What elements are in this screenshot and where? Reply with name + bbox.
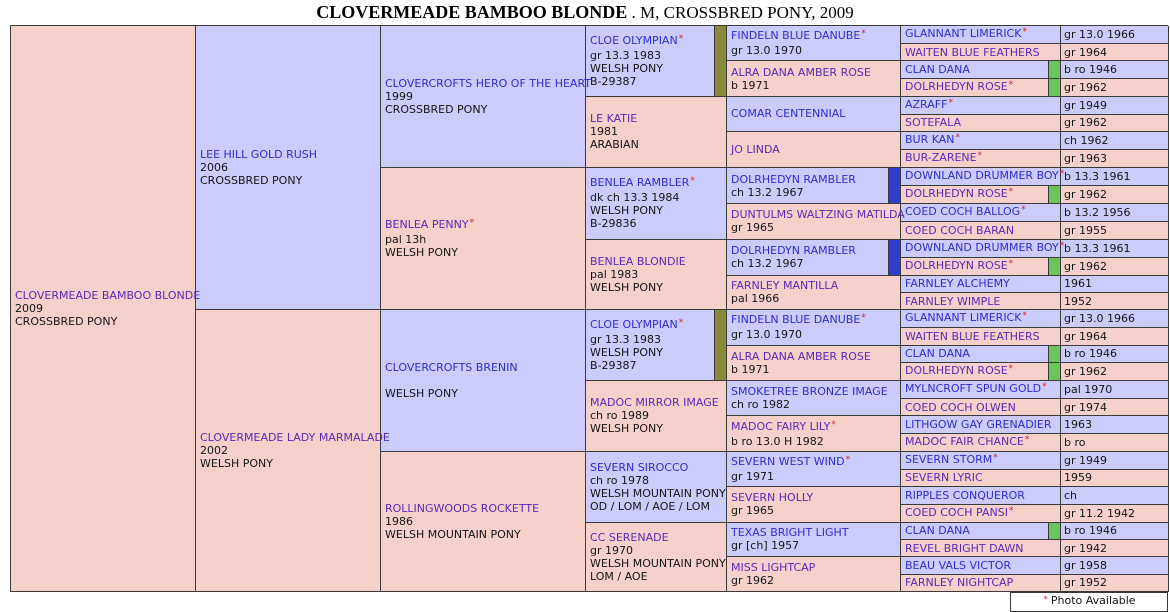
horse-detail-line: gr 1965 xyxy=(731,504,774,518)
horse-detail-line: ch ro 1978 xyxy=(590,473,650,487)
pedigree-cell xyxy=(901,505,1061,523)
pedigree-cell xyxy=(901,222,1061,239)
horse-info-cell: gr 1963 xyxy=(1061,150,1169,168)
pedigree-cell xyxy=(727,523,901,558)
pedigree-cell xyxy=(901,575,1061,592)
horse-link[interactable]: MISS LIGHTCAP xyxy=(731,561,816,575)
horse-link[interactable]: DOLRHEDYN ROSE xyxy=(905,187,1008,201)
horse-info-cell: gr 11.2 1942 xyxy=(1061,505,1169,523)
pedigree-cell xyxy=(727,240,901,276)
horse-detail-line: 1986 xyxy=(385,514,413,528)
horse-link[interactable]: SMOKETREE BRONZE IMAGE xyxy=(731,385,888,399)
horse-info-cell: gr 1962 xyxy=(1061,363,1169,381)
pedigree-cell xyxy=(901,381,1061,399)
pedigree-cell xyxy=(901,276,1061,293)
horse-link[interactable]: BENLEA RAMBLER xyxy=(590,176,690,190)
horse-link[interactable]: FINDELN BLUE DANUBE xyxy=(731,29,861,43)
photo-available-star-icon: * xyxy=(861,313,866,324)
pedigree-cell xyxy=(901,150,1061,168)
horse-detail-line: B-29836 xyxy=(590,217,637,231)
horse-link[interactable]: DOWNLAND DRUMMER BOY xyxy=(905,169,1059,183)
pedigree-cell xyxy=(727,26,901,61)
horse-link[interactable]: CLAN DANA xyxy=(905,347,970,361)
horse-detail-line: B-29387 xyxy=(590,359,637,373)
horse-detail-line: B-29387 xyxy=(590,74,637,88)
horse-link[interactable]: DOLRHEDYN RAMBLER xyxy=(731,244,856,257)
horse-detail-line: 1981 xyxy=(590,125,618,139)
photo-available-star-icon: * xyxy=(861,29,866,40)
pedigree-cell xyxy=(727,97,901,132)
pedigree-cell xyxy=(727,452,901,487)
horse-info-cell: 1963 xyxy=(1061,416,1169,433)
horse-info-cell: gr 1958 xyxy=(1061,557,1169,574)
pedigree-cell xyxy=(901,346,1061,363)
photo-available-star-icon: * xyxy=(1042,382,1047,392)
horse-link[interactable]: FARNLEY WIMPLE xyxy=(905,294,1001,308)
pedigree-cell xyxy=(586,26,727,97)
horse-link[interactable]: DOLRHEDYN ROSE xyxy=(905,258,1008,272)
horse-info-cell: b ro 1946 xyxy=(1061,61,1169,78)
pedigree-cell xyxy=(727,416,901,451)
pedigree-cell xyxy=(196,26,381,310)
photo-available-star-icon: * xyxy=(1043,595,1048,605)
photo-available-star-icon: * xyxy=(1059,169,1065,180)
horse-info-cell: ch 1962 xyxy=(1061,132,1169,150)
horse-link[interactable]: DOLRHEDYN ROSE xyxy=(905,364,1008,377)
pedigree-cell xyxy=(727,381,901,416)
photo-available-star-icon: * xyxy=(1059,240,1065,251)
photo-available-star-icon: * xyxy=(977,151,983,162)
horse-detail-line: pal 13h xyxy=(385,233,427,247)
horse-link[interactable]: FINDELN BLUE DANUBE xyxy=(731,313,861,327)
pedigree-cell xyxy=(901,487,1061,504)
photo-available-star-icon: * xyxy=(469,218,475,229)
pedigree-cell xyxy=(727,487,901,522)
horse-info-cell: 1959 xyxy=(1061,470,1169,487)
horse-detail-line: ch 13.2 1967 xyxy=(731,185,804,199)
photo-available-star-icon: * xyxy=(690,176,695,187)
pedigree-cell xyxy=(727,276,901,311)
pedigree-cell xyxy=(727,204,905,239)
horse-detail-line: b ro 13.0 H 1982 xyxy=(731,434,824,448)
horse-link[interactable]: SEVERN LYRIC xyxy=(905,471,983,485)
pedigree-cell xyxy=(586,381,727,452)
photo-available-star-icon: * xyxy=(845,454,851,465)
horse-info-cell: b ro 1946 xyxy=(1061,346,1169,363)
pedigree-cell xyxy=(586,240,727,311)
pedigree-cell xyxy=(901,258,1061,276)
horse-detail-line: 1999 xyxy=(385,90,413,104)
horse-link[interactable]: COED COCH BALLOG xyxy=(905,205,1021,219)
pedigree-cell xyxy=(381,26,592,168)
horse-detail-line: gr 1965 xyxy=(731,221,774,235)
pedigree-cell xyxy=(381,452,586,592)
horse-info-cell: gr 1952 xyxy=(1061,575,1169,592)
photo-available-star-icon: * xyxy=(1008,79,1014,90)
horse-link[interactable]: CLAN DANA xyxy=(905,524,970,538)
horse-detail-line: CROSSBRED PONY xyxy=(15,315,118,328)
horse-detail-line: 2002 xyxy=(200,444,228,458)
horse-info-cell: b ro 1946 xyxy=(1061,523,1169,540)
horse-detail-line: WELSH PONY xyxy=(590,422,663,436)
horse-detail-line: CROSSBRED PONY xyxy=(385,103,488,117)
horse-info-cell: gr 1962 xyxy=(1061,79,1169,97)
horse-link[interactable]: REVEL BRIGHT DAWN xyxy=(905,541,1024,555)
horse-detail-line: ch ro 1982 xyxy=(731,398,791,412)
pedigree-cell xyxy=(901,363,1061,381)
horse-link[interactable]: CLOVERCROFTS BRENIN xyxy=(385,361,518,374)
pedigree-cell xyxy=(901,557,1061,574)
horse-link[interactable]: BENLEA BLONDIE xyxy=(590,254,686,268)
horse-link[interactable]: WAITEN BLUE FEATHERS xyxy=(905,329,1040,343)
horse-info-cell: ch xyxy=(1061,487,1169,504)
pedigree-cell xyxy=(901,168,1065,186)
horse-link[interactable]: SEVERN STORM xyxy=(905,452,993,466)
horse-link[interactable]: GLANNANT LIMERICK xyxy=(905,311,1022,325)
page-title xyxy=(0,2,1170,23)
photo-available-star-icon: * xyxy=(1022,311,1027,322)
photo-available-star-icon: * xyxy=(678,318,684,329)
horse-detail-line: pal 1983 xyxy=(590,267,639,281)
photo-available-star-icon: * xyxy=(1008,258,1014,269)
horse-detail-line: WELSH PONY xyxy=(590,346,663,360)
horse-detail-line: 2009 xyxy=(15,302,43,315)
horse-link[interactable]: BUR KAN xyxy=(905,133,955,147)
horse-detail-line: ch ro 1989 xyxy=(590,409,650,423)
pedigree-cell xyxy=(586,523,727,593)
pedigree-cell xyxy=(901,434,1061,452)
horse-link[interactable]: MADOC MIRROR IMAGE xyxy=(590,396,719,410)
horse-link[interactable]: LEE HILL GOLD RUSH xyxy=(200,148,318,162)
pedigree-cell xyxy=(901,310,1061,328)
photo-available-star-icon: * xyxy=(1024,434,1030,445)
horse-detail-line: pal 1966 xyxy=(731,292,780,306)
horse-link[interactable]: MADOC FAIR CHANCE xyxy=(905,434,1024,448)
pedigree-cell xyxy=(901,399,1061,416)
pedigree-cell xyxy=(586,97,727,168)
horse-link[interactable]: FARNLEY MANTILLA xyxy=(731,279,839,293)
horse-info-cell: b 13.2 1956 xyxy=(1061,204,1169,222)
pedigree-cell xyxy=(727,61,901,96)
horse-link[interactable]: BENLEA PENNY xyxy=(385,218,469,232)
pedigree-cell xyxy=(901,328,1061,345)
horse-link[interactable]: RIPPLES CONQUEROR xyxy=(905,488,1025,502)
pedigree-cell xyxy=(901,61,1061,78)
photo-available-star-icon: * xyxy=(1022,27,1027,37)
horse-detail-line: LOM / AOE xyxy=(590,569,648,583)
horse-detail-line: gr 1971 xyxy=(731,469,774,483)
horse-info-cell: b 13.3 1961 xyxy=(1061,240,1169,258)
horse-link[interactable]: DOWNLAND DRUMMER BOY xyxy=(905,240,1059,254)
horse-link[interactable]: BEAU VALS VICTOR xyxy=(905,558,1011,572)
pedigree-cell xyxy=(586,310,727,381)
horse-link[interactable]: SOTEFALA xyxy=(905,116,962,130)
horse-link[interactable]: JO LINDA xyxy=(731,143,780,157)
horse-detail-line: gr 1962 xyxy=(731,574,774,588)
horse-detail-line: b 1971 xyxy=(731,78,770,92)
horse-detail-line: WELSH MOUNTAIN PONY xyxy=(385,527,521,541)
pedigree-cell xyxy=(901,523,1061,540)
horse-detail-line: gr 1970 xyxy=(590,543,633,557)
pedigree-cell xyxy=(901,540,1061,557)
horse-link[interactable]: AZRAFF xyxy=(905,97,948,111)
horse-link[interactable]: MADOC FAIRY LILY xyxy=(731,419,831,433)
photo-available-star-icon: * xyxy=(1008,364,1014,374)
horse-link[interactable]: CLAN DANA xyxy=(905,63,970,77)
pedigree-cell xyxy=(901,79,1061,97)
horse-info-cell: gr 13.0 1966 xyxy=(1061,26,1169,44)
horse-link[interactable]: TEXAS BRIGHT LIGHT xyxy=(731,526,849,540)
photo-available-star-icon: * xyxy=(678,33,684,44)
horse-link[interactable]: WAITEN BLUE FEATHERS xyxy=(905,45,1040,59)
pedigree-cell xyxy=(586,452,727,523)
pedigree-cell xyxy=(727,346,901,381)
horse-info-cell: gr 1949 xyxy=(1061,452,1169,470)
horse-detail-line: gr 13.3 1983 xyxy=(590,48,661,62)
pedigree-cell xyxy=(901,204,1061,222)
horse-link[interactable]: DOLRHEDYN ROSE xyxy=(905,79,1008,93)
horse-info-cell: b 13.3 1961 xyxy=(1061,168,1169,186)
photo-available-star-icon: * xyxy=(948,97,953,108)
pedigree-cell xyxy=(901,132,1061,150)
horse-detail-line: ch 13.2 1967 xyxy=(731,257,804,270)
pedigree-cell xyxy=(727,132,901,168)
horse-detail-line: WELSH MOUNTAIN PONY xyxy=(590,486,726,500)
pedigree-cell xyxy=(901,115,1061,132)
horse-link[interactable]: LE KATIE xyxy=(590,112,638,126)
horse-link[interactable]: FARNLEY NIGHTCAP xyxy=(905,576,1014,590)
horse-info-cell: gr 1949 xyxy=(1061,97,1169,115)
horse-info-cell: pal 1970 xyxy=(1061,381,1169,399)
pedigree-cell xyxy=(901,293,1061,310)
horse-link[interactable]: COMAR CENTENNIAL xyxy=(731,107,846,121)
photo-available-star-icon: * xyxy=(1008,187,1014,198)
pedigree-cell xyxy=(901,452,1061,470)
horse-info-cell: gr 1964 xyxy=(1061,44,1169,61)
horse-info-cell: gr 1964 xyxy=(1061,328,1169,345)
pedigree-table xyxy=(10,25,1168,592)
pedigree-cell xyxy=(901,97,1061,115)
title-horse-details: . M, CROSSBRED PONY, 2009 xyxy=(627,3,854,22)
horse-link[interactable]: CLOVERCROFTS HERO OF THE HEART xyxy=(385,77,592,91)
horse-link[interactable]: BUR-ZARENE xyxy=(905,151,977,165)
horse-detail-line: WELSH MOUNTAIN PONY xyxy=(590,556,726,570)
horse-link[interactable]: DUNTULMS WALTZING MATILDA xyxy=(731,208,905,222)
horse-detail-line: CROSSBRED PONY xyxy=(200,174,303,188)
horse-link[interactable]: COED COCH PANSI xyxy=(905,505,1008,519)
horse-link[interactable]: COED COCH OLWEN xyxy=(905,400,1016,414)
horse-info-cell: gr 1955 xyxy=(1061,222,1169,239)
horse-link[interactable]: CLOE OLYMPIAN xyxy=(590,33,678,47)
horse-detail-line: gr [ch] 1957 xyxy=(731,539,800,553)
horse-info-cell: gr 13.0 1966 xyxy=(1061,310,1169,328)
pedigree-cell xyxy=(727,310,901,345)
pedigree-cell xyxy=(727,168,901,204)
horse-info-cell: gr 1962 xyxy=(1061,115,1169,132)
pedigree-cell xyxy=(901,44,1061,61)
horse-detail-line: WELSH PONY xyxy=(590,61,663,75)
horse-detail-line: dk ch 13.3 1984 xyxy=(590,191,680,205)
horse-info-cell: gr 1962 xyxy=(1061,186,1169,204)
photo-available-note xyxy=(1010,592,1168,612)
horse-info-cell: gr 1974 xyxy=(1061,399,1169,416)
horse-link[interactable]: CLOE OLYMPIAN xyxy=(590,318,678,332)
horse-link[interactable]: MYLNCROFT SPUN GOLD xyxy=(905,382,1042,395)
horse-detail-line: ARABIAN xyxy=(590,138,639,152)
horse-link[interactable]: CC SERENADE xyxy=(590,530,669,544)
horse-link[interactable]: SEVERN WEST WIND xyxy=(731,454,845,468)
pedigree-cell xyxy=(196,310,390,592)
horse-info-cell: gr 1962 xyxy=(1061,258,1169,276)
pedigree-cell xyxy=(727,557,901,592)
pedigree-cell xyxy=(586,168,727,239)
horse-detail-line: gr 13.3 1983 xyxy=(590,333,661,347)
horse-detail-line xyxy=(385,374,583,387)
horse-detail-line: WELSH PONY xyxy=(385,246,458,260)
photo-available-star-icon: * xyxy=(1021,205,1026,216)
pedigree-cell xyxy=(381,168,586,310)
pedigree-cell xyxy=(901,240,1065,258)
pedigree-cell xyxy=(381,310,586,452)
horse-info-cell: 1952 xyxy=(1061,293,1169,310)
horse-detail-line: gr 13.0 1970 xyxy=(731,328,802,342)
horse-detail-line: WELSH PONY xyxy=(200,457,273,471)
photo-available-label: Photo Available xyxy=(1050,594,1136,607)
horse-link[interactable]: DOLRHEDYN RAMBLER xyxy=(731,172,856,186)
horse-detail-line: OD / LOM / AOE / LOM xyxy=(590,499,710,513)
horse-info-cell: 1961 xyxy=(1061,276,1169,293)
horse-info-cell: b ro xyxy=(1061,434,1169,452)
photo-available-star-icon: * xyxy=(831,419,836,430)
horse-link[interactable]: LITHGOW GAY GRENADIER xyxy=(905,418,1052,432)
horse-detail-line: WELSH PONY xyxy=(590,204,663,218)
photo-available-star-icon: * xyxy=(955,133,961,144)
photo-available-star-icon: * xyxy=(1008,505,1014,516)
horse-link[interactable]: ALRA DANA AMBER ROSE xyxy=(731,65,871,79)
horse-link[interactable]: FARNLEY ALCHEMY xyxy=(905,277,1010,291)
horse-link[interactable]: SEVERN HOLLY xyxy=(731,491,814,505)
horse-link[interactable]: COED COCH BARAN xyxy=(905,223,1015,237)
horse-detail-line: 2006 xyxy=(200,161,228,175)
pedigree-cell xyxy=(901,416,1061,433)
pedigree-cell xyxy=(901,470,1061,487)
horse-link[interactable]: SEVERN SIROCCO xyxy=(590,460,689,474)
horse-link[interactable]: ALRA DANA AMBER ROSE xyxy=(731,349,871,363)
horse-detail-line: WELSH PONY xyxy=(590,280,663,294)
horse-detail-line: gr 13.0 1970 xyxy=(731,44,802,58)
horse-detail-line: b 1971 xyxy=(731,362,770,376)
horse-detail-line: WELSH PONY xyxy=(385,387,458,400)
horse-link[interactable]: CLOVERMEADE BAMBOO BLONDE xyxy=(15,289,201,302)
horse-info-cell: gr 1942 xyxy=(1061,540,1169,557)
horse-link[interactable]: ROLLINGWOODS ROCKETTE xyxy=(385,501,540,515)
horse-link[interactable]: GLANNANT LIMERICK xyxy=(905,27,1022,40)
pedigree-cell xyxy=(11,26,201,592)
horse-link[interactable]: CLOVERMEADE LADY MARMALADE xyxy=(200,431,390,445)
photo-available-star-icon: * xyxy=(993,452,998,463)
pedigree-cell xyxy=(901,26,1061,44)
pedigree-cell xyxy=(901,186,1061,204)
title-horse-name: CLOVERMEADE BAMBOO BLONDE xyxy=(316,2,628,22)
